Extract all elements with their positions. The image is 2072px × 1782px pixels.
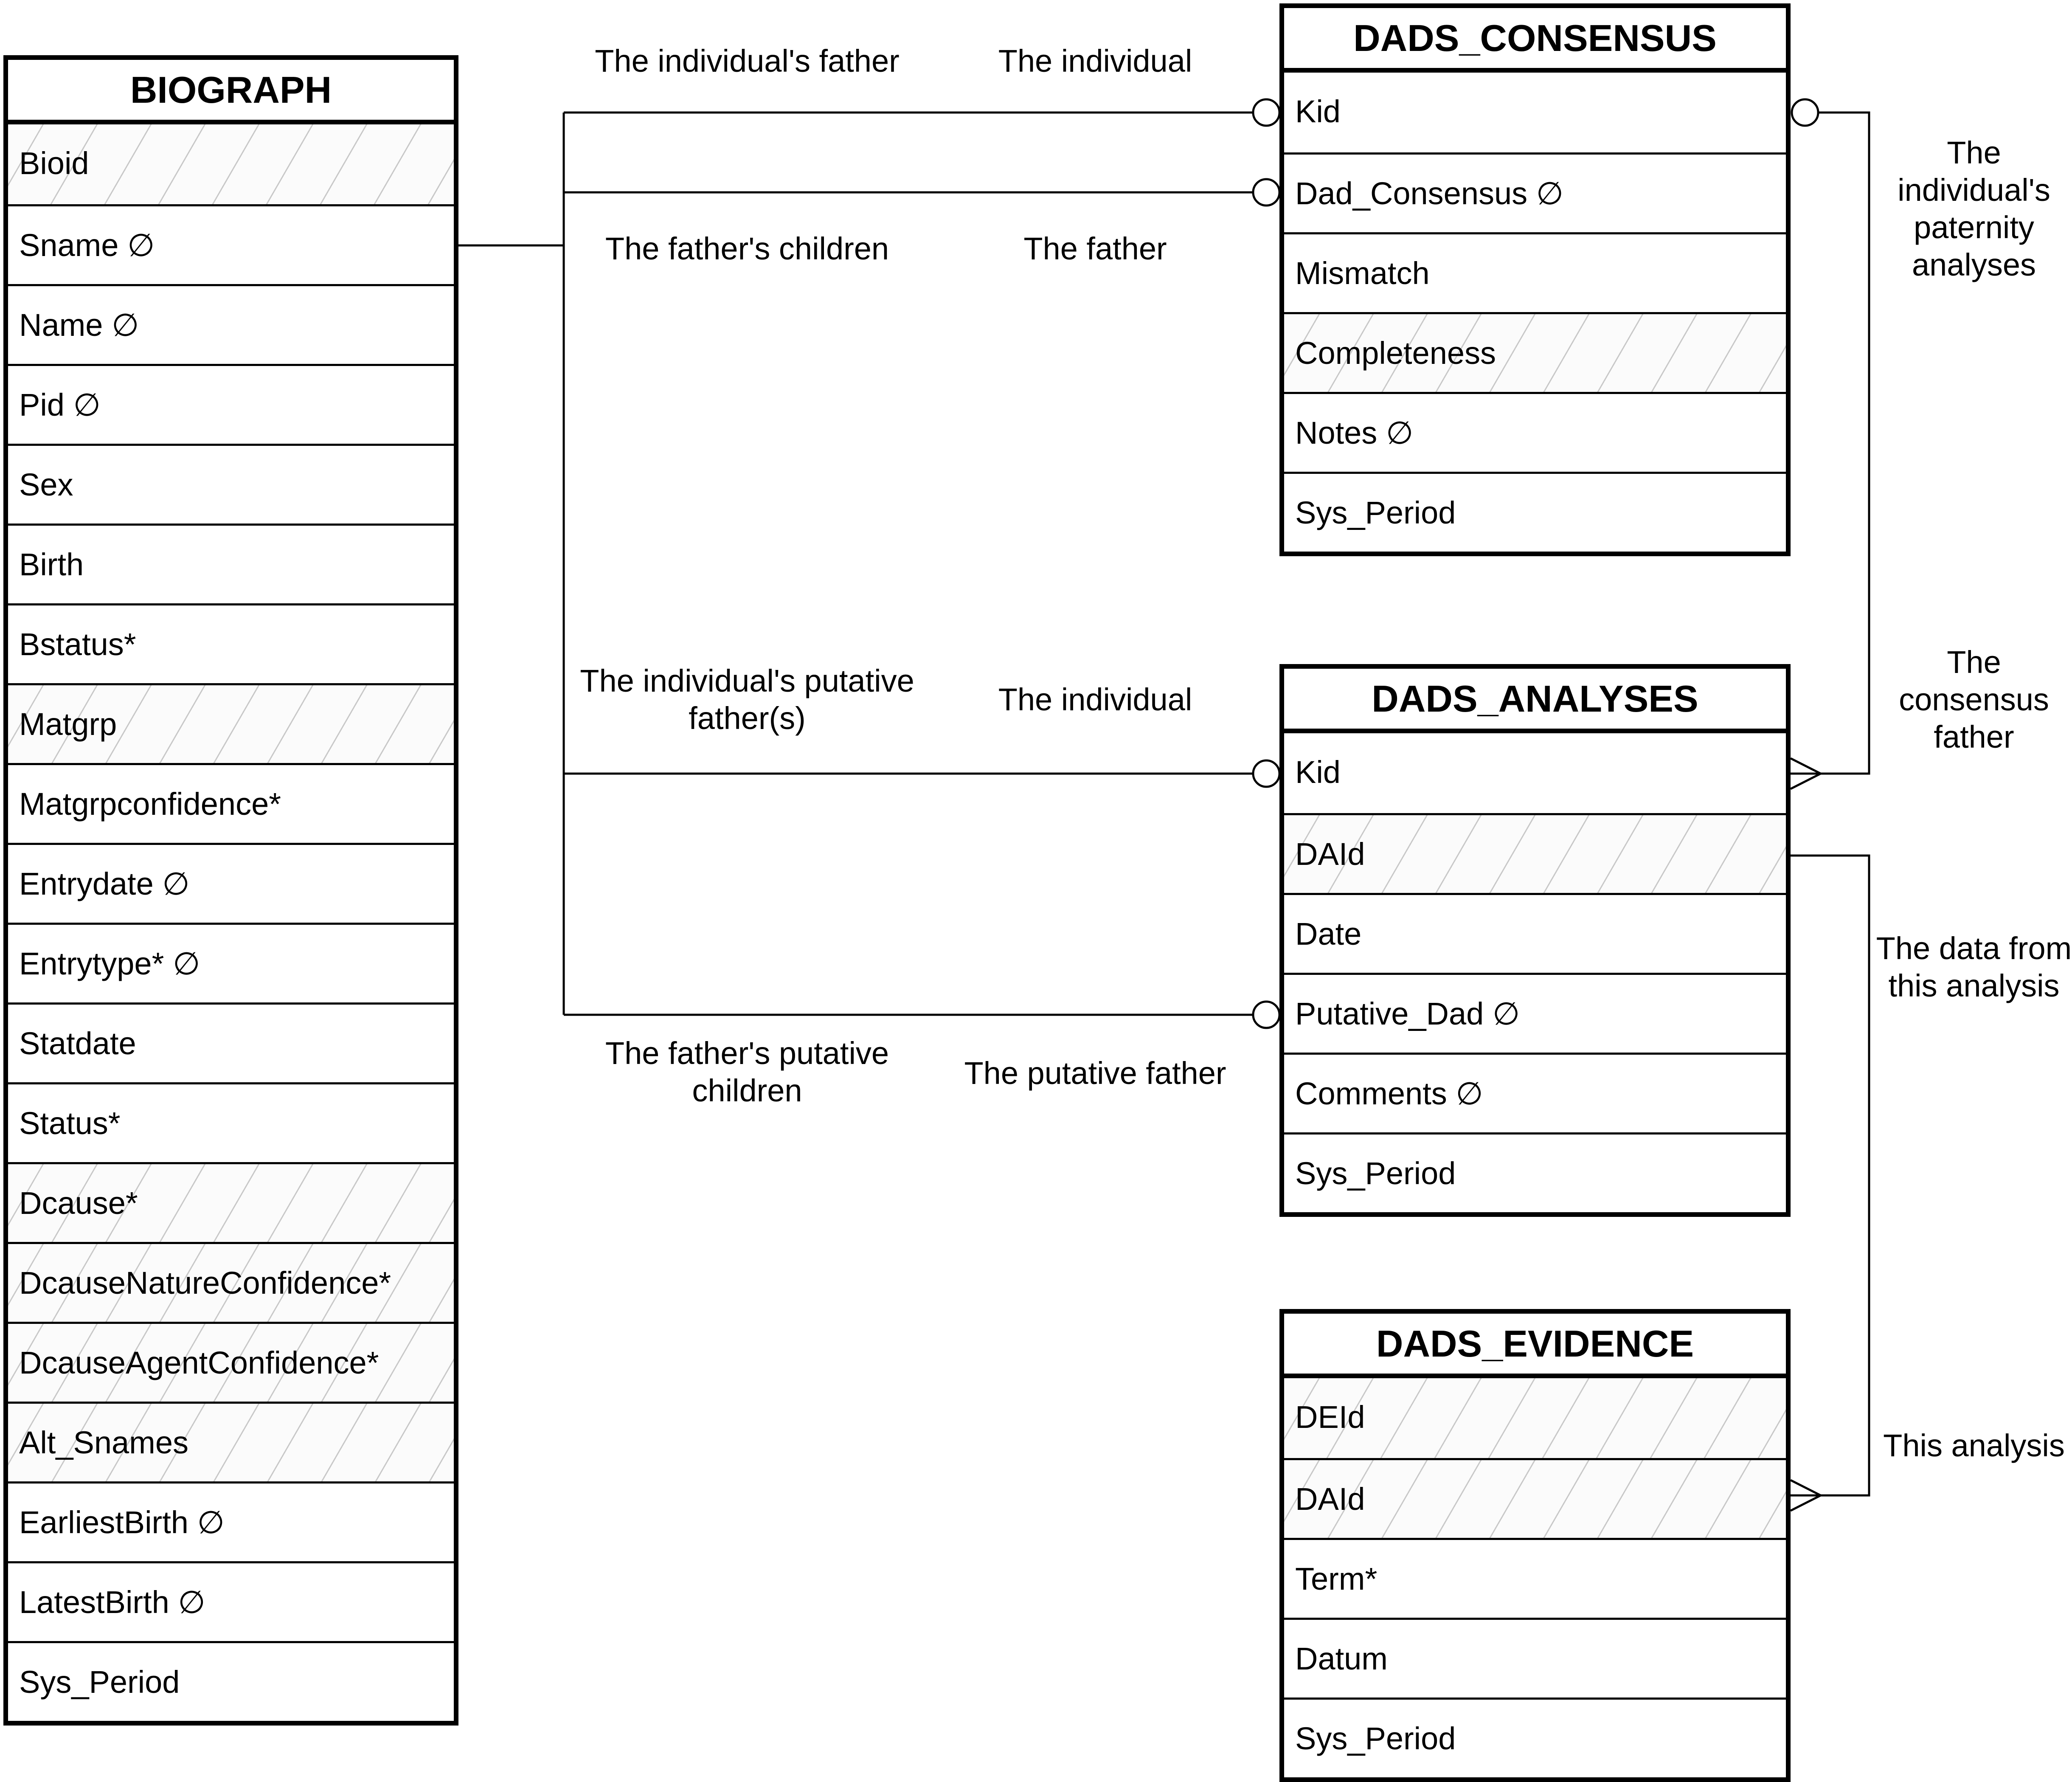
- field-birth: Birth: [8, 524, 454, 603]
- label-fathers-children: The father's children: [605, 231, 889, 266]
- entity-dads-analyses: [1279, 664, 1791, 1217]
- connector-consensus-to-analyses: [1791, 113, 1869, 774]
- label-individuals-putative-father: [556, 662, 938, 737]
- field-datum: Datum: [1284, 1618, 1786, 1698]
- field-completeness: Completeness: [1284, 312, 1786, 392]
- zero-notation-consensus-dad: [1253, 179, 1279, 206]
- label-data-from-analysis: [1864, 930, 2072, 1005]
- field-matgrp: Matgrp: [8, 683, 454, 763]
- label-paternity-analyses: [1864, 134, 2072, 284]
- label-this-analysis: This analysis: [1883, 1428, 2065, 1463]
- label-line: father: [1934, 719, 2014, 754]
- field-entrydate: Entrydate ∅: [8, 843, 454, 923]
- label-individuals-father: The individual's father: [595, 43, 900, 79]
- field-dcause: Dcause*: [8, 1162, 454, 1242]
- field-sys-period: Sys_Period: [1284, 472, 1786, 552]
- field-kid: Kid: [1295, 94, 1341, 129]
- field-earliestbirth: EarliestBirth ∅: [8, 1481, 454, 1561]
- field-kid: Kid: [1295, 754, 1341, 790]
- field-sname: Sname ∅: [8, 204, 454, 284]
- entity-title: DADS_EVIDENCE: [1284, 1314, 1786, 1378]
- connector-analyses-to-evidence: [1791, 856, 1869, 1495]
- label-line: individual's: [1898, 172, 2050, 208]
- label-line: The: [1947, 645, 2001, 680]
- field-sys-period: Sys_Period: [1284, 1132, 1786, 1212]
- zero-notation-consensus-kid-right: [1792, 99, 1818, 126]
- zero-notation-analyses-kid: [1253, 760, 1279, 787]
- label-line: paternity: [1914, 210, 2034, 245]
- field-dad-consensus: Dad_Consensus ∅: [1284, 152, 1786, 232]
- entity-dads-evidence: [1279, 1309, 1791, 1782]
- entity-dads-consensus: [1279, 3, 1791, 556]
- field-statdate: Statdate: [8, 1002, 454, 1082]
- label-line: father(s): [689, 701, 806, 736]
- field-sex: Sex: [8, 444, 454, 524]
- label-line: The individual's putative: [580, 663, 914, 698]
- field-mismatch: Mismatch: [1284, 232, 1786, 312]
- field-status: Status*: [8, 1082, 454, 1162]
- field-dcauseagentconfidence: DcauseAgentConfidence*: [8, 1322, 454, 1402]
- label-line: this analysis: [1888, 968, 2060, 1003]
- field-matgrpconfidence: Matgrpconfidence*: [8, 763, 454, 843]
- label-consensus-father: [1864, 644, 2072, 756]
- zero-notation-analyses-putative-dad: [1253, 1002, 1279, 1028]
- entity-title: BIOGRAPH: [8, 60, 454, 124]
- field-daid: DAId: [1284, 813, 1786, 893]
- label-the-individual-middle: The individual: [998, 682, 1192, 717]
- field-latestbirth: LatestBirth ∅: [8, 1561, 454, 1641]
- field-sys-period: Sys_Period: [8, 1641, 454, 1721]
- field-daid: DAId: [1284, 1458, 1786, 1538]
- field-comments: Comments ∅: [1284, 1053, 1786, 1132]
- label-the-father: The father: [1023, 231, 1167, 266]
- field-notes: Notes ∅: [1284, 392, 1786, 472]
- label-fathers-putative-children: [556, 1035, 938, 1109]
- field-dcausenatureconfidence: DcauseNatureConfidence*: [8, 1242, 454, 1322]
- field-alt-snames: Alt_Snames: [8, 1402, 454, 1481]
- label-the-putative-father: The putative father: [964, 1056, 1226, 1091]
- field-name: Name ∅: [8, 284, 454, 364]
- label-line: children: [692, 1073, 802, 1108]
- field-date: Date: [1284, 893, 1786, 973]
- entity-title: DADS_CONSENSUS: [1284, 8, 1786, 73]
- field-bstatus: Bstatus*: [8, 603, 454, 683]
- label-line: The: [1947, 135, 2001, 170]
- label-line: The father's putative: [605, 1036, 889, 1071]
- field-bioid: Bioid: [8, 124, 454, 204]
- label-line: The data from: [1876, 931, 2072, 966]
- field-sys-period: Sys_Period: [1284, 1698, 1786, 1777]
- label-line: analyses: [1912, 247, 2036, 282]
- entity-biograph: [3, 55, 458, 1726]
- field-term: Term*: [1284, 1538, 1786, 1618]
- zero-notation-consensus-kid: [1253, 99, 1279, 126]
- label-the-individual-top: The individual: [998, 43, 1192, 79]
- label-line: consensus: [1899, 682, 2049, 717]
- field-entrytype: Entrytype* ∅: [8, 923, 454, 1002]
- field-putative-dad: Putative_Dad ∅: [1284, 973, 1786, 1053]
- field-deid: DEId: [1284, 1378, 1786, 1458]
- entity-title: DADS_ANALYSES: [1284, 669, 1786, 733]
- field-pid: Pid ∅: [8, 364, 454, 444]
